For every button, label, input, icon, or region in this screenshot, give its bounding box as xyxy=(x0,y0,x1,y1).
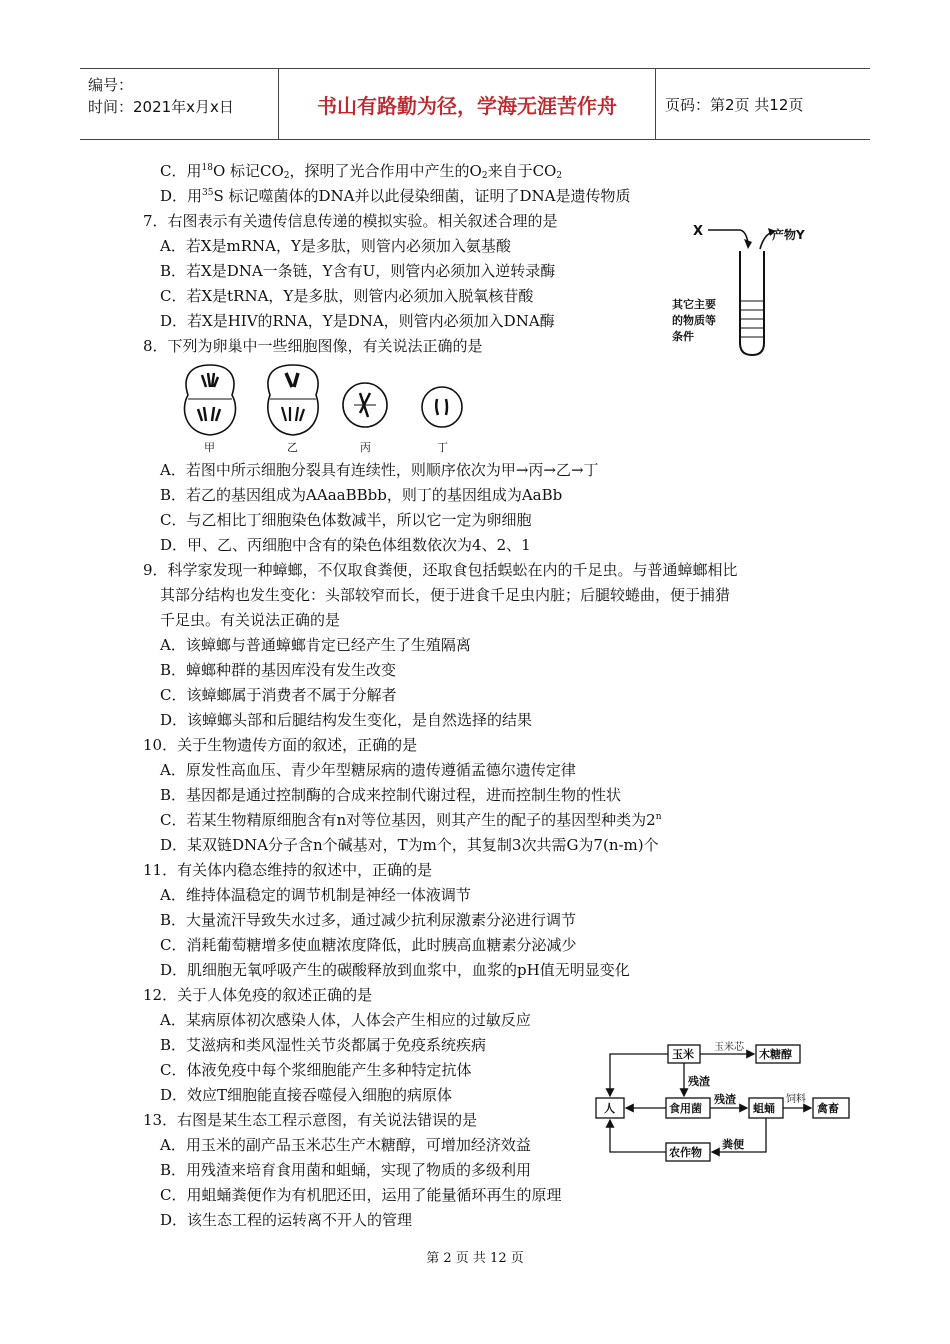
q10-option-d: D．某双链DNA分子含n个碱基对，T为m个，其复制3次共需G为7(n-m)个 xyxy=(160,836,659,854)
q9-option-c: C．该蟑螂属于消费者不属于分解者 xyxy=(160,686,397,704)
q12-option-d: D．效应T细胞能直接吞噬侵入细胞的病原体 xyxy=(160,1086,453,1104)
q8-option-b: B．若乙的基因组成为AAaaBBbb，则丁的基因组成为AaBb xyxy=(160,486,563,504)
x-label: X xyxy=(693,224,704,239)
q13-option-b: B．用残渣来培育食用菌和蛆蛹，实现了物质的多级利用 xyxy=(160,1161,532,1179)
q11-option-d: D．肌细胞无氧呼吸产生的碳酸释放到血浆中，血浆的pH值无明显变化 xyxy=(160,961,630,979)
q9-option-a: A．该蟑螂与普通蟑螂肯定已经产生了生殖隔离 xyxy=(160,636,471,654)
q7-option-b: B．若X是DNA一条链，Y含有U，则管内必须加入逆转录酶 xyxy=(160,262,556,280)
q8-stem: 8．下列为卵巢中一些细胞图像，有关说法正确的是 xyxy=(143,337,483,355)
edge-label-manure: 粪便 xyxy=(722,1138,744,1151)
q13-stem: 13．右图是某生态工程示意图，有关说法错误的是 xyxy=(143,1111,478,1129)
q7-option-a: A．若X是mRNA，Y是多肽，则管内必须加入氨基酸 xyxy=(160,237,511,255)
header-page-info: 页码：第2页 共12页 xyxy=(665,96,804,114)
edge-label-residue: 残渣 xyxy=(714,1093,736,1106)
q7-test-tube-figure xyxy=(660,215,830,365)
edge-label-corncob: 玉米芯 xyxy=(714,1042,744,1053)
q12-option-a: A．某病原体初次感染人体，人体会产生相应的过敏反应 xyxy=(160,1011,531,1029)
q9-option-b: B．蟑螂种群的基因库没有发生改变 xyxy=(160,661,397,679)
q6-option-c: C．用$^{18}$O 标记$CO_2$，探明了光合作用中产生的$O_2$来自于$CO_2$ xyxy=(160,162,563,181)
header-date: 时间：2021年x月x日 xyxy=(88,98,234,116)
cell-jia xyxy=(184,365,235,435)
q9-stem: 9．科学家发现一种蟑螂，不仅取食粪便，还取食包括蜈蚣在内的千足虫。与普通蟑螂相比 xyxy=(143,561,738,579)
q9-option-d: D．该蟑螂头部和后腿结构发生变化，是自然选择的结果 xyxy=(160,711,533,729)
q12-option-c: C．体液免疫中每个浆细胞能产生多种特定抗体 xyxy=(160,1061,472,1079)
q10-option-a: A．原发性高血压、青少年型糖尿病的遗传遵循孟德尔遗传定律 xyxy=(160,761,576,779)
cell-label: 甲 xyxy=(204,441,215,454)
cell-label: 丁 xyxy=(437,441,448,454)
page-header xyxy=(80,68,870,140)
q13-option-a: A．用玉米的副产品玉米芯生产木糖醇，可增加经济效益 xyxy=(160,1136,531,1154)
cell-label: 丙 xyxy=(360,441,371,454)
node-edible-fungus: 食用菌 xyxy=(669,1102,702,1115)
q6-option-d: D．用$^{35}$S 标记噬菌体的DNA并以此侵染细菌，证明了DNA是遗传物质 xyxy=(160,187,631,205)
q12-stem: 12．关于人体免疫的叙述正确的是 xyxy=(143,986,373,1004)
product-y-label: 产物Y xyxy=(772,228,805,242)
q9-stem-cont: 其部分结构也发生变化：头部较窄而长，便于进食千足虫内脏；后腿较蜷曲，便于捕猎 xyxy=(160,586,731,604)
q11-option-a: A．维持体温稳定的调节机制是神经一体液调节 xyxy=(160,886,471,904)
q8-option-a: A．若图中所示细胞分裂具有连续性，则顺序依次为甲→丙→乙→丁 xyxy=(160,461,599,479)
q7-stem: 7．右图表示有关遗传信息传递的模拟实验。相关叙述合理的是 xyxy=(143,212,558,230)
cell-yi xyxy=(268,365,318,435)
cell-label: 乙 xyxy=(287,441,298,454)
header-divider xyxy=(655,69,656,139)
q8-cell-figure xyxy=(180,357,480,457)
header-motto: 书山有路勤为径，学海无涯苦作舟 xyxy=(317,94,617,118)
node-livestock: 禽畜 xyxy=(817,1102,839,1115)
cell-bing xyxy=(343,383,387,427)
node-xylitol: 木糖醇 xyxy=(759,1048,792,1061)
q8-option-c: C．与乙相比丁细胞染色体数减半，所以它一定为卵细胞 xyxy=(160,511,532,529)
q13-eco-engineering-figure xyxy=(590,1035,855,1165)
q11-option-b: B．大量流汗导致失水过多，通过减少抗利尿激素分泌进行调节 xyxy=(160,911,577,929)
tube-note: 其它主要 xyxy=(672,298,716,311)
tube-note: 条件 xyxy=(672,330,694,343)
q9-stem-cont: 千足虫。有关说法正确的是 xyxy=(160,611,341,629)
header-meta xyxy=(88,74,234,118)
q12-option-b: B．艾滋病和类风湿性关节炎都属于免疫系统疾病 xyxy=(160,1036,487,1054)
q7-option-d: D．若X是HIV的RNA，Y是DNA，则管内必须加入DNA酶 xyxy=(160,312,555,330)
q7-option-c: C．若X是tRNA，Y是多肽，则管内必须加入脱氧核苷酸 xyxy=(160,287,534,305)
q8-option-d: D．甲、乙、丙细胞中含有的染色体组数依次为4、2、1 xyxy=(160,536,531,554)
q10-stem: 10．关于生物遗传方面的叙述，正确的是 xyxy=(143,736,418,754)
node-corn: 玉米 xyxy=(672,1048,694,1061)
header-number: 编号： xyxy=(88,76,134,94)
q11-stem: 11．有关体内稳态维持的叙述中，正确的是 xyxy=(143,861,433,879)
q10-option-c: C．若某生物精原细胞含有n对等位基因，则其产生的配子的基因型种类为2$^n$ xyxy=(160,811,662,829)
tube-note: 的物质等 xyxy=(672,314,716,327)
q11-option-c: C．消耗葡萄糖增多使血糖浓度降低，此时胰高血糖素分泌减少 xyxy=(160,936,577,954)
node-maggot: 蛆蛹 xyxy=(753,1102,775,1115)
page-footer: 第 2 页 共 12 页 xyxy=(426,1251,524,1266)
node-human: 人 xyxy=(604,1102,615,1115)
node-crops: 农作物 xyxy=(669,1146,702,1159)
q10-option-b: B．基因都是通过控制酶的合成来控制代谢过程，进而控制生物的性状 xyxy=(160,786,622,804)
edge-label-residue: 残渣 xyxy=(688,1075,710,1088)
q13-option-c: C．用蛆蛹粪便作为有机肥还田，运用了能量循环再生的原理 xyxy=(160,1186,562,1204)
edge-label-feed: 饲料 xyxy=(786,1094,806,1105)
q13-option-d: D．该生态工程的运转离不开人的管理 xyxy=(160,1211,413,1229)
cell-ding xyxy=(422,387,462,427)
